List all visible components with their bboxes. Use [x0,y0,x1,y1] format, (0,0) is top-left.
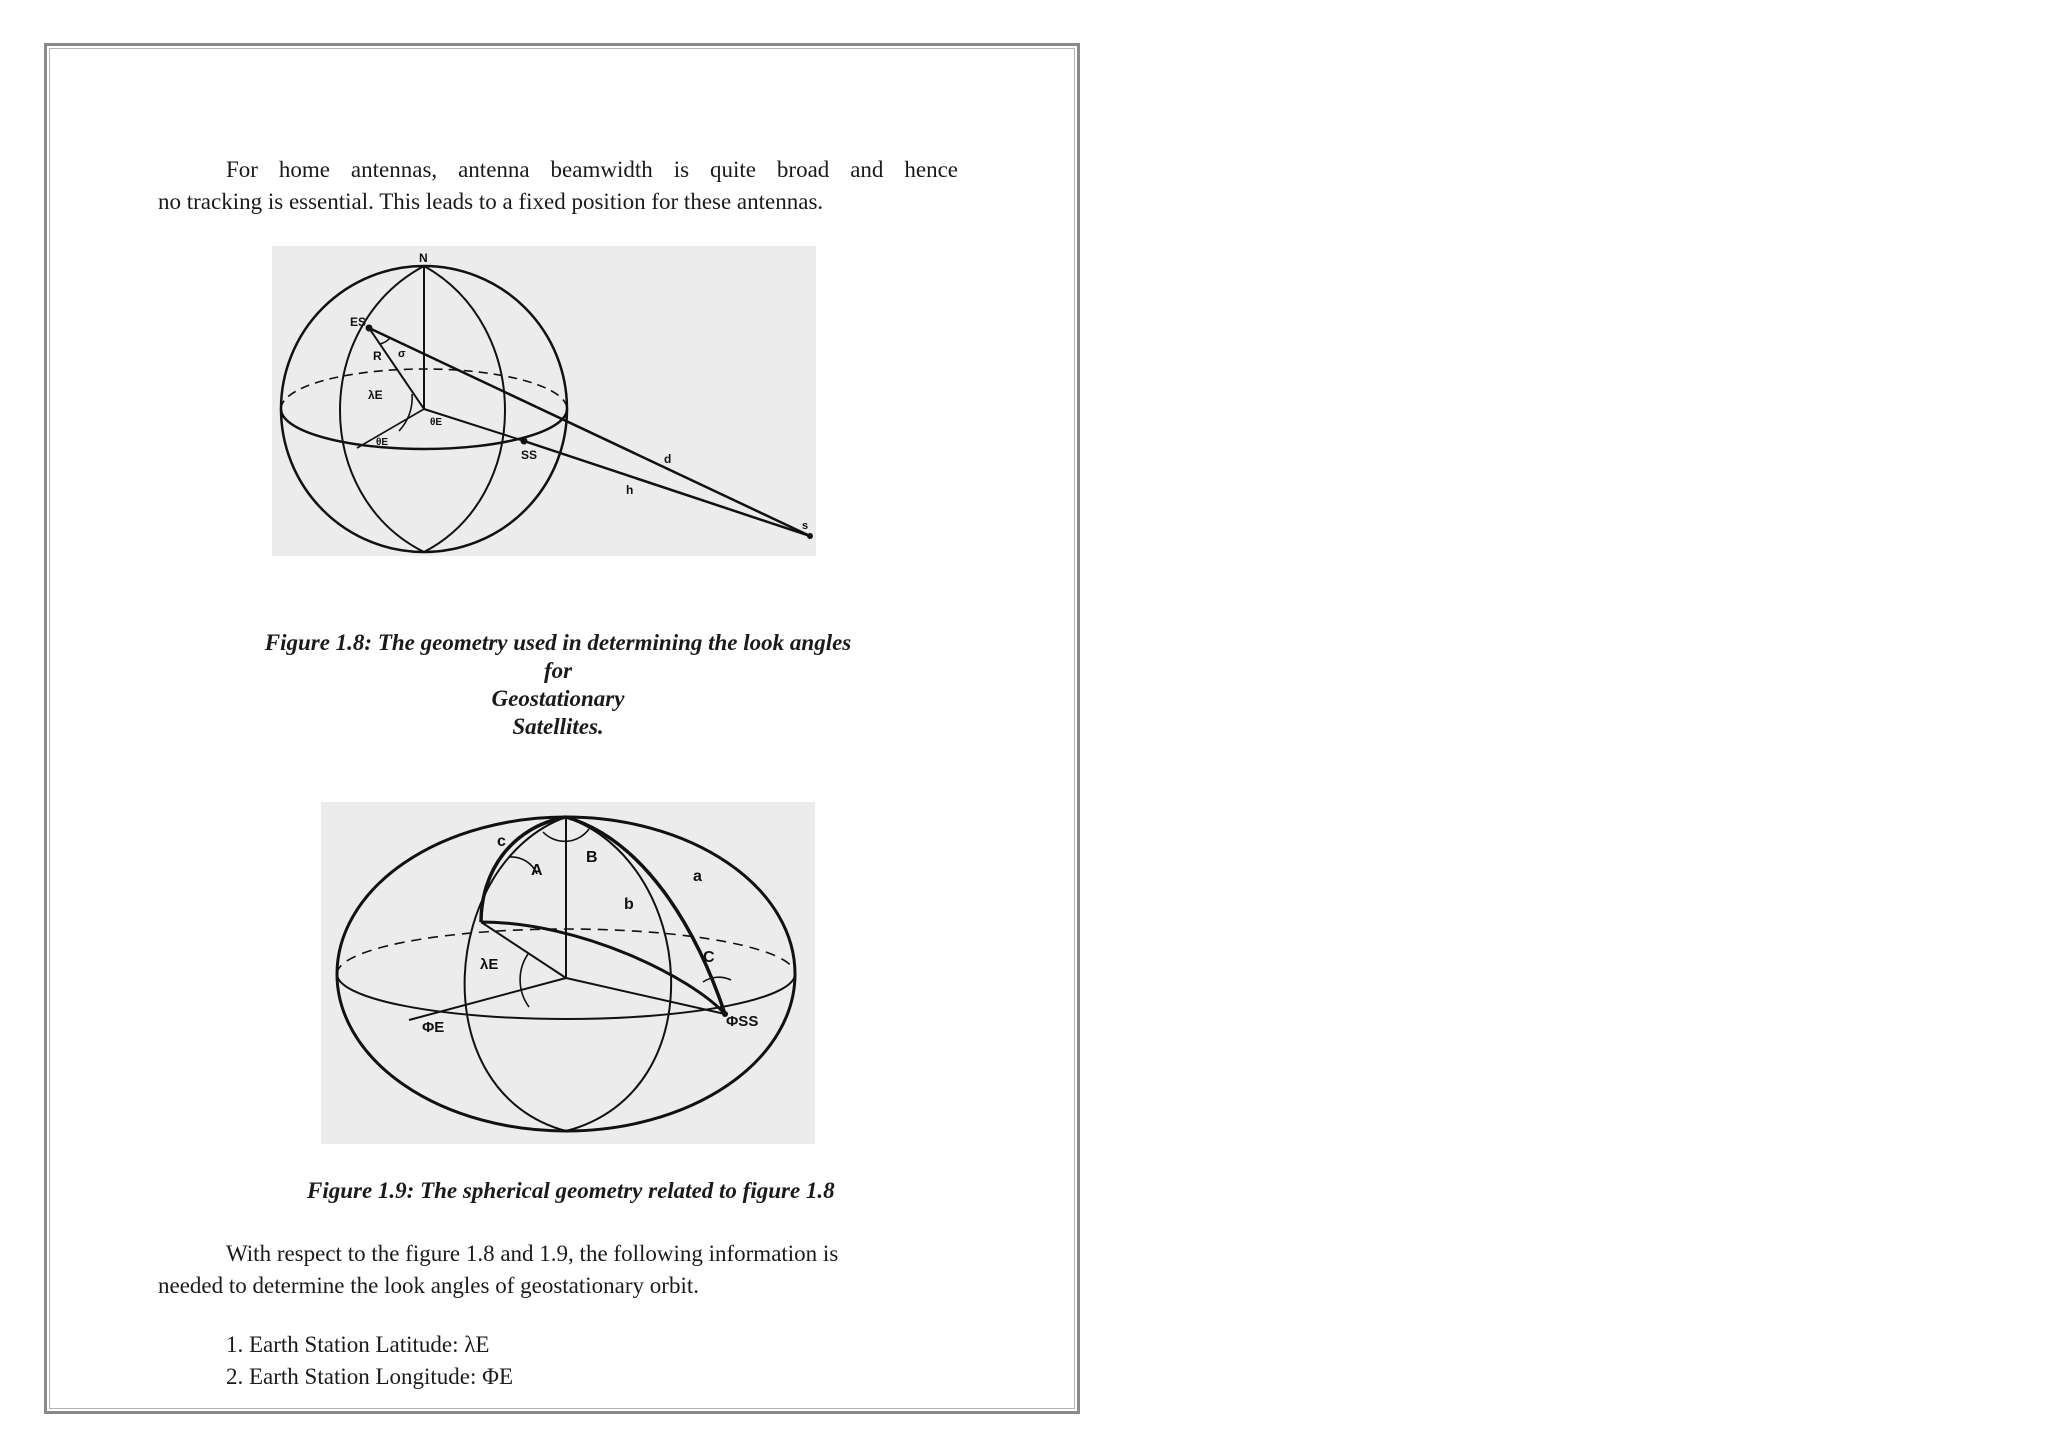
fig8-caption-line-4: Satellites. [512,714,604,739]
fig9-label-c-lower: c [497,833,506,850]
figure-1-8-caption [158,629,958,741]
fig8-label-theta-left: θE [376,437,389,448]
intro-line-2: no tracking is essential. This leads to a fixed position for these antennas. [158,189,824,214]
figure-1-8-diagram [272,246,816,556]
fig9-label-b-lower: b [624,896,634,913]
fig8-label-s: s [802,520,809,532]
intro-line-1: For home antennas, antenna beamwidth is quite broad and hence [226,157,958,182]
intro-paragraph [158,154,958,218]
fig8-caption-line-2: for [543,658,573,683]
fig8-label-lambda: λE [368,388,383,402]
fig8-label-n: N [419,251,428,265]
fig8-label-es: ES [350,315,367,329]
para2-line-2: needed to determine the look angles of geostationary orbit. [158,1273,699,1298]
fig9-label-a-lower: a [693,868,702,885]
fig9-label-phi-ss: ΦSS [726,1013,759,1030]
fig9-label-a-upper: A [531,862,543,879]
fig8-caption-line-3: Geostationary [491,686,625,711]
fig8-label-d: d [664,452,672,466]
list-item: 1. Earth Station Latitude: λE [226,1332,490,1357]
figure-1-9-caption [158,1177,1158,1205]
fig9-label-lambda: λE [480,956,499,973]
look-angle-info-list [226,1329,513,1393]
fig8-label-sigma: σ [398,348,406,360]
fig9-label-phi-e: ΦE [422,1019,445,1036]
figure-1-9-diagram [321,802,815,1144]
list-item: 2. Earth Station Longitude: ΦE [226,1364,514,1389]
fig8-label-r: R [373,349,382,363]
second-paragraph [158,1238,958,1302]
fig8-label-theta-center: θE [430,417,443,428]
fig9-label-c-upper: C [703,949,715,966]
fig8-caption-line-1: Figure 1.8: The geometry used in determining the look angles [264,630,852,655]
fig9-caption-text: Figure 1.9: The spherical geometry related to figure 1.8 [307,1178,835,1203]
fig8-label-ss: SS [521,448,538,462]
fig8-label-h: h [626,483,634,497]
fig9-label-b-upper: B [586,849,598,866]
para2-line-1: With respect to the figure 1.8 and 1.9, the following information is [226,1241,839,1266]
